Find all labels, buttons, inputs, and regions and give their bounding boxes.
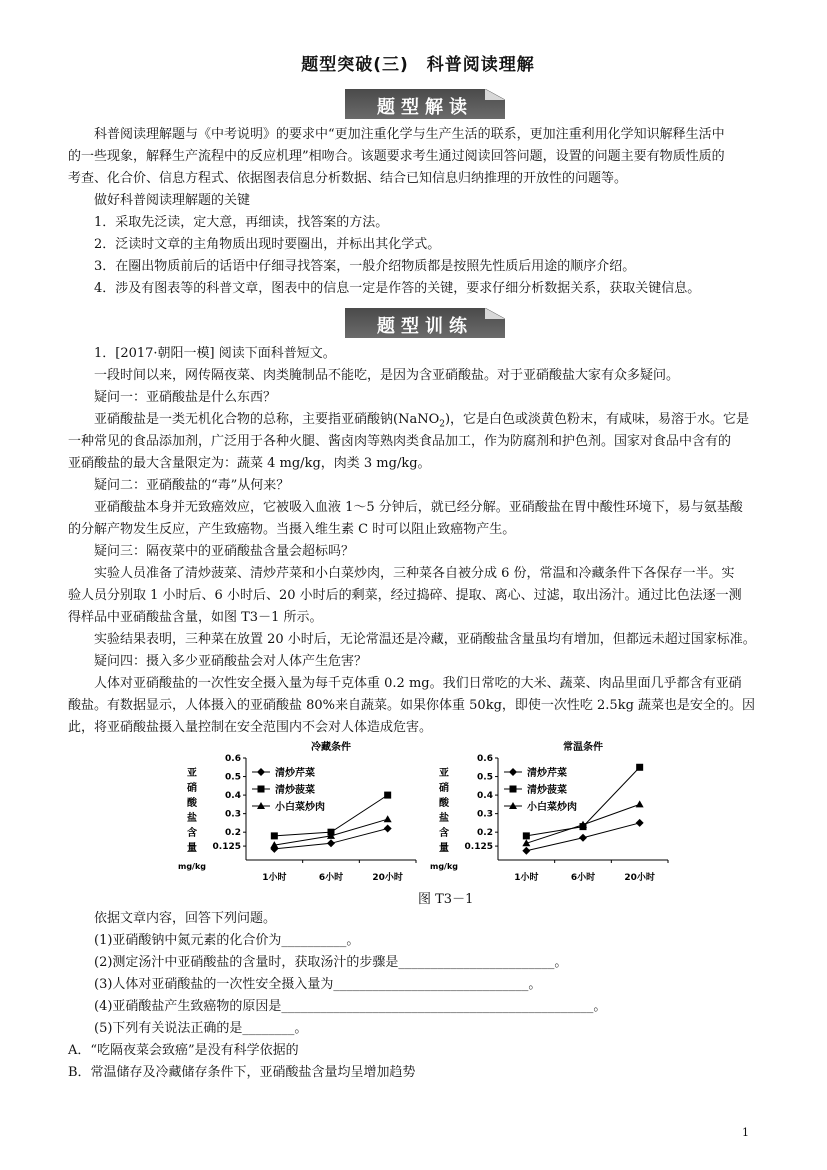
section-banner-training [345,308,505,338]
intro-line: 科普阅读理解题与《中考说明》的要求中“更加注重化学与生产生活的联系，更加注重利用化学知识解释生活中 [94,127,725,142]
option-a: A．“吃隔夜菜会致癌”是没有科学依据的 [68,1043,299,1058]
legend-label: 清炒芹菜 [275,768,315,779]
y-axis-label: 亚 [187,768,197,779]
figure-caption: 图 T3－1 [418,892,474,907]
y-tick-label: 0.2 [225,828,241,839]
y-tick-label: 0.5 [477,772,493,783]
y-axis-label: 盐 [439,813,449,824]
article-line: 一种常见的食品添加剂，广泛用于各种火腿、酱卤肉等熟肉类食品加工，作为防腐剂和护色剂。国家对食品中含有的 [68,434,732,449]
x-tick-label: 1小时 [514,873,539,883]
data-point [384,824,392,832]
questions-intro: 依据文章内容，回答下列问题。 [94,911,277,926]
article-line: 的分解产物发生反应，产生致癌物。当摄入维生素 C 时可以阻止致癌物产生。 [68,522,516,537]
legend-label: 清炒菠菜 [275,785,315,796]
section-banner-interpretation [345,89,505,119]
article-line: 疑问一：亚硝酸盐是什么东西？ [94,390,277,405]
key-point: 1．采取先泛读，定大意，再细读，找答案的方法。 [94,215,389,230]
page-number: 1 [742,1126,749,1139]
y-axis-label: 酸 [439,798,449,809]
y-tick-label: 0.3 [477,809,493,820]
y-axis-label: 量 [439,843,449,854]
legend-marker [510,786,517,793]
legend-label: 小白菜炒肉 [275,802,325,813]
y-axis-label: 含 [439,828,449,839]
data-point [636,764,643,771]
data-point [636,800,644,807]
chart-title: 冷藏条件 [311,742,351,753]
y-axis-label: 硝 [439,783,449,794]
article-line: 疑问四：摄入多少亚硝酸盐会对人体产生危害？ [94,654,368,669]
option-b: B．常温储存及冷藏储存条件下，亚硝酸盐含量均呈增加趋势 [68,1065,416,1080]
intro-line: 考查、化合价、信息方程式、依据图表信息分析数据、结合已知信息归纳推理的开放性的问题等。 [68,171,628,186]
article-line: 酸盐。有数据显示，人体摄入的亚硝酸盐 80%来自蔬菜。如果你体重 50kg，即使一次性吃 2.5kg 蔬菜也是安全的。因 [68,698,756,713]
text-part: 亚硝酸盐是一类无机化合物的总称，主要指亚硝酸钠(NaNO [94,412,440,427]
legend-marker [258,786,265,793]
y-tick-label: 0.6 [225,754,241,764]
x-tick-label: 20小时 [372,873,403,883]
x-tick-label: 20小时 [624,873,655,883]
y-tick-label: 0.3 [225,809,241,820]
data-point [523,832,530,839]
key-point: 3．在圈出物质前后的话语中仔细寻找答案，一般介绍物质都是按照先性质后用途的顺序介绍。 [94,259,636,274]
chart-room-temperature [428,738,680,888]
data-point [636,819,644,827]
subscript: 2 [439,419,445,430]
sub-question: (5)下列有关说法正确的是________。 [94,1021,308,1036]
sub-question: (4)亚硝酸盐产生致癌物的原因是________________________________________________。 [94,999,607,1014]
legend-label: 清炒芹菜 [527,768,567,779]
x-tick-label: 1小时 [262,873,287,883]
text-part: )，它是白色或淡黄色粉末，有咸味，易溶于水。它是 [444,412,750,427]
y-axis-label: 硝 [187,783,197,794]
banner-label: 题型训练 [377,316,473,337]
page-title: 题型突破(三) 科普阅读理解 [301,55,535,75]
y-tick-label: 0.2 [477,828,493,839]
x-tick-label: 6小时 [318,873,344,883]
article-line: 实验结果表明，三种菜在放置 20 小时后，无论常温还是冷藏，亚硝酸盐含量虽均有增加，但都远未超过国家标准。 [94,632,756,647]
y-tick-label: 0.4 [225,791,241,802]
article-line: 验人员分别取 1 小时后、6 小时后、20 小时后的剩菜，经过捣碎、提取、离心、过滤，取出汤汁。通过比色法逐一测 [68,588,742,603]
sub-question: (3)人体对亚硝酸盐的一次性安全摄入量为______________________________。 [94,977,542,992]
article-line: 此，将亚硝酸盐摄入量控制在安全范围内不会对人体造成危害。 [68,720,433,735]
article-line: 亚硝酸盐的最大含量限定为：蔬菜 4 mg/kg，肉类 3 mg/kg。 [68,456,431,471]
article-line: 一段时间以来，网传隔夜菜、肉类腌制品不能吃，是因为含亚硝酸盐。对于亚硝酸盐大家有众多疑问。 [94,368,680,383]
y-tick-label: 0.4 [477,791,493,802]
question-header: 1．[2017·朝阳一模] 阅读下面科普短文。 [94,346,336,361]
article-line: 得样品中亚硝酸盐含量，如图 T3－1 所示。 [68,610,323,625]
y-tick-label: 0.5 [225,772,241,783]
article-line: 人体对亚硝酸盐的一次性安全摄入量为每千克体重 0.2 mg。我们日常吃的大米、蔬菜、肉品里面几乎都含有亚硝 [94,676,742,691]
article-line: 实验人员准备了清炒菠菜、清炒芹菜和小白菜炒肉，三种菜各自被分成 6 份，常温和冷藏条件下各保存一半。实 [94,566,735,581]
intro-line: 做好科普阅读理解题的关键 [94,193,251,208]
intro-line: 的一些现象，解释生产流程中的反应机理”相吻合。该题要求考生通过阅读回答问题，设置的问题主要有物质性质的 [68,149,725,164]
chart-refrigerated [176,738,428,888]
article-line: 亚硝酸盐本身并无致癌效应，它被吸入血液 1～5 分钟后，就已经分解。亚硝酸盐在胃中酸性环境下，易与氨基酸 [94,500,743,515]
legend-marker [257,768,265,776]
y-tick-label: 0.6 [477,754,493,764]
data-point [579,834,587,842]
data-point [522,847,530,855]
sub-question: (2)测定汤汁中亚硝酸盐的含量时，获取汤汁的步骤是________________________。 [94,955,568,970]
data-point [271,832,278,839]
y-axis-label: 亚 [439,768,449,779]
data-point [384,815,392,822]
y-axis-label: mg/kg [177,862,207,871]
y-tick-label: 0.125 [212,842,241,853]
legend-label: 小白菜炒肉 [527,802,577,813]
banner-label: 题型解读 [377,97,473,118]
y-axis-label: mg/kg [429,862,459,871]
article-line: 疑问三：隔夜菜中的亚硝酸盐含量会超标吗？ [94,544,355,559]
data-point [327,839,335,847]
x-tick-label: 6小时 [570,873,596,883]
y-axis-label: 量 [187,843,197,854]
sub-question: (1)亚硝酸钠中氮元素的化合价为__________。 [94,933,360,948]
key-point: 2．泛读时文章的主角物质出现时要圈出，并标出其化学式。 [94,237,441,252]
legend-marker [509,768,517,776]
y-tick-label: 0.125 [464,842,493,853]
y-axis-label: 酸 [187,798,197,809]
key-point: 4．涉及有图表等的科普文章，图表中的信息一定是作答的关键，要求仔细分析数据关系，获取关键信息。 [94,281,701,296]
article-line: 疑问二：亚硝酸盐的“毒”从何来？ [94,478,290,493]
chart-title: 常温条件 [563,742,603,753]
y-axis-label: 盐 [187,813,197,824]
data-point [384,792,391,799]
legend-label: 清炒菠菜 [527,785,567,796]
y-axis-label: 含 [187,828,197,839]
